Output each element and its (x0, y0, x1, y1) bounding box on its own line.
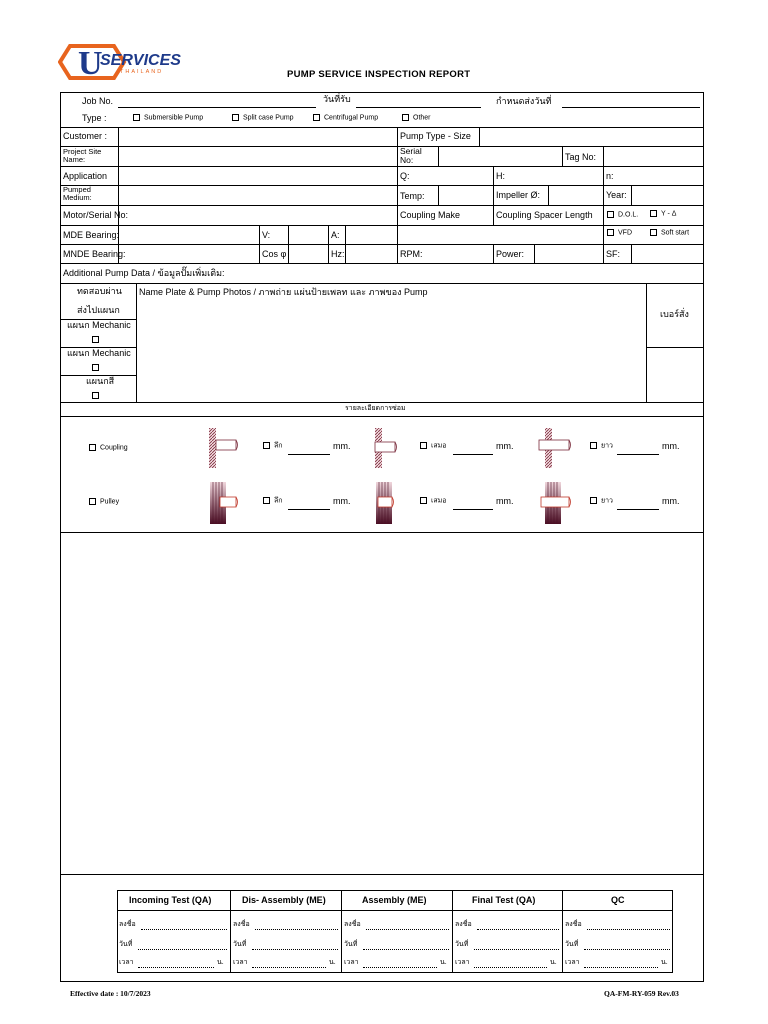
grid-line (646, 347, 704, 348)
logo-letter: U (78, 45, 103, 82)
received-date-label: วันที่รับ (323, 94, 351, 104)
grid-line (562, 146, 563, 166)
grid-line (631, 185, 632, 205)
time-unit: น. (329, 959, 336, 966)
date-label: วันที่ (119, 941, 133, 948)
effective-date: Effective date : 10/7/2023 (70, 989, 151, 998)
pulley-long-diagram (537, 480, 577, 531)
time-unit: น. (217, 959, 224, 966)
grid-line (493, 205, 494, 225)
coupling-deep-value[interactable] (288, 454, 330, 455)
sign-field[interactable] (587, 929, 670, 930)
unit-mm: mm. (333, 496, 351, 506)
received-date-field[interactable] (356, 107, 481, 108)
grid-line (60, 166, 704, 167)
motor-serial-label: Motor/Serial No: (63, 210, 129, 220)
grid-line (136, 283, 137, 402)
grid-line (60, 185, 704, 186)
photo-caption: Name Plate & Pump Photos / ภาพถ่าย แผ่นป้ายเพลท และ ภาพของ Pump (139, 287, 428, 297)
time-label: เวลา (344, 959, 359, 966)
checkbox-icon[interactable] (420, 442, 427, 449)
grid-line (603, 146, 604, 263)
pulley-flush-diagram (372, 480, 408, 531)
col-final-test: Final Test (QA) (472, 895, 536, 905)
grid-line (452, 890, 453, 973)
dept-mechanic-1: แผนก Mechanic (67, 320, 131, 330)
time-field[interactable] (474, 967, 547, 968)
checkbox-icon[interactable] (89, 444, 96, 451)
checkbox-icon[interactable] (650, 210, 657, 217)
time-label: เวลา (455, 959, 470, 966)
pulley-long-option[interactable]: ยาว (590, 497, 613, 505)
date-field[interactable] (584, 949, 670, 950)
checkbox-icon[interactable] (232, 114, 239, 121)
col-dis-assembly: Dis- Assembly (ME) (242, 895, 326, 905)
time-field[interactable] (252, 967, 326, 968)
serial-no-label: Serial No: (400, 146, 422, 165)
job-no-field[interactable] (118, 107, 316, 108)
grid-line (341, 890, 342, 973)
pulley-flush-option[interactable]: เสมอ (420, 497, 446, 505)
checkbox-icon[interactable] (402, 114, 409, 121)
power-label: Power: (496, 249, 525, 259)
time-unit: น. (550, 959, 557, 966)
grid-line (60, 225, 704, 226)
grid-line (548, 185, 549, 205)
soft-start-option[interactable]: Soft start (650, 229, 689, 237)
coupling-make-label: Coupling Make (400, 210, 461, 220)
date-field[interactable] (474, 949, 559, 950)
drawing-no-label: เบอร์สั่ง (660, 309, 689, 319)
rpm-label: RPM: (400, 249, 423, 259)
time-unit: น. (440, 959, 447, 966)
sign-field[interactable] (366, 929, 449, 930)
type-label: Type : (82, 113, 107, 123)
company-logo (58, 40, 198, 86)
cos-label: Cos φ (262, 249, 287, 259)
type-split-case[interactable]: Split case Pump (232, 114, 294, 122)
coupling-spacer-label: Coupling Spacer Length (496, 210, 593, 220)
coupling-long-option[interactable]: ยาว (590, 442, 613, 450)
v-label: V: (262, 230, 271, 240)
dept-paint: แผนกสี (86, 376, 115, 386)
time-label: เวลา (233, 959, 248, 966)
grid-line (345, 225, 346, 263)
type-submersible[interactable]: Submersible Pump (133, 114, 203, 122)
vfd-option[interactable]: VFD (607, 229, 632, 237)
coupling-flush-option[interactable]: เสมอ (420, 442, 446, 450)
sign-label: ลงชื่อ (344, 921, 361, 928)
grid-line (493, 244, 494, 263)
n-label: n: (606, 171, 614, 181)
grid-line (118, 127, 119, 263)
checkbox-icon[interactable] (133, 114, 140, 121)
grid-line (438, 185, 439, 205)
type-centrifugal[interactable]: Centrifugal Pump (313, 114, 378, 122)
coupling-long-diagram (537, 426, 577, 475)
sf-label: SF: (606, 249, 621, 259)
document-number: QA-FM-RY-059 Rev.03 (604, 989, 679, 998)
coupling-option[interactable]: Coupling (89, 444, 128, 452)
date-label: วันที่ (344, 941, 358, 948)
additional-data-label: Additional Pump Data / ข้อมูลปั๊มเพิ่มเติม: (63, 268, 225, 278)
grid-line (631, 244, 632, 263)
pumped-medium-label: Pumped Medium: (63, 185, 92, 202)
grid-line (562, 890, 563, 973)
tag-no-label: Tag No: (565, 152, 597, 162)
unit-mm: mm. (333, 441, 351, 451)
checkbox-icon[interactable] (607, 229, 614, 236)
pulley-option[interactable]: Pulley (89, 498, 119, 506)
date-label: วันที่ (455, 941, 469, 948)
pulley-deep-diagram (206, 480, 242, 531)
time-field[interactable] (138, 967, 214, 968)
h-label: H: (496, 171, 505, 181)
checkbox-icon[interactable] (420, 497, 427, 504)
checkbox-icon[interactable] (89, 498, 96, 505)
coupling-flush-diagram (372, 426, 406, 475)
dept-mechanic-2-checkbox[interactable] (92, 364, 99, 371)
time-label: เวลา (119, 959, 134, 966)
grid-line (60, 146, 704, 147)
impeller-label: Impeller Ø: (496, 190, 541, 200)
dept-mechanic-1-checkbox[interactable] (92, 336, 99, 343)
col-assembly: Assembly (ME) (362, 895, 427, 905)
dol-option[interactable]: D.O.L. (607, 211, 638, 219)
repair-header: รายละเอียดการซ่อม (345, 405, 406, 412)
dept-paint-checkbox[interactable] (92, 392, 99, 399)
grid-line (60, 244, 704, 245)
time-label: เวลา (565, 959, 580, 966)
checkbox-icon[interactable] (263, 442, 270, 449)
dept-mechanic-2: แผนก Mechanic (67, 348, 131, 358)
application-label: Application (63, 171, 108, 181)
temp-label: Temp: (400, 191, 425, 201)
mnde-bearing-label: MNDE Bearing: (63, 249, 126, 259)
unit-mm: mm. (662, 496, 680, 506)
due-date-field[interactable] (562, 107, 700, 108)
grid-line (60, 205, 704, 206)
pulley-deep-value[interactable] (288, 509, 330, 510)
coupling-deep-diagram (206, 426, 240, 475)
grid-line (60, 416, 704, 417)
grid-line (60, 402, 704, 403)
pump-type-size-label: Pump Type - Size (400, 131, 471, 141)
repair-notes-area[interactable] (61, 533, 703, 873)
col-incoming-test: Incoming Test (QA) (129, 895, 212, 905)
sign-label: ลงชื่อ (565, 921, 582, 928)
customer-label: Customer : (63, 131, 108, 141)
grid-line (534, 244, 535, 263)
pass-label-1: ทดสอบผ่าน (77, 286, 122, 296)
unit-mm: mm. (496, 441, 514, 451)
pulley-long-value[interactable] (617, 509, 659, 510)
logo-tagline: THAILAND (120, 69, 164, 75)
grid-line (259, 225, 260, 263)
date-field[interactable] (363, 949, 449, 950)
grid-line (646, 283, 647, 402)
grid-line (288, 225, 289, 263)
grid-line (60, 127, 704, 128)
report-title: PUMP SERVICE INSPECTION REPORT (287, 69, 471, 80)
sign-label: ลงชื่อ (119, 921, 136, 928)
grid-line (479, 127, 480, 146)
type-other[interactable]: Other (402, 114, 431, 122)
y-delta-option[interactable]: Y - Δ (650, 210, 676, 218)
year-label: Year: (606, 190, 627, 200)
checkbox-icon[interactable] (590, 442, 597, 449)
checkbox-icon[interactable] (263, 497, 270, 504)
unit-mm: mm. (496, 496, 514, 506)
coupling-long-value[interactable] (617, 454, 659, 455)
coupling-flush-value[interactable] (453, 454, 493, 455)
sign-label: ลงชื่อ (455, 921, 472, 928)
grid-line (438, 146, 439, 166)
checkbox-icon[interactable] (590, 497, 597, 504)
date-field[interactable] (252, 949, 338, 950)
time-field[interactable] (584, 967, 658, 968)
grid-line (60, 263, 704, 264)
pulley-flush-value[interactable] (453, 509, 493, 510)
checkbox-icon[interactable] (607, 211, 614, 218)
q-label: Q: (400, 171, 410, 181)
checkbox-icon[interactable] (313, 114, 320, 121)
due-date-label: กำหนดส่งวันที่ (496, 96, 552, 106)
date-field[interactable] (138, 949, 227, 950)
job-no-label: Job No. (82, 96, 114, 106)
hz-label: Hz: (331, 249, 345, 259)
sign-label: ลงชื่อ (233, 921, 250, 928)
date-label: วันที่ (565, 941, 579, 948)
logo-brand: SERVICES (100, 52, 181, 69)
coupling-deep-option[interactable]: ลึก (263, 442, 283, 450)
grid-line (60, 874, 704, 875)
date-label: วันที่ (233, 941, 247, 948)
sign-field[interactable] (141, 929, 227, 930)
grid-line (397, 127, 398, 263)
checkbox-icon[interactable] (650, 229, 657, 236)
pulley-deep-option[interactable]: ลึก (263, 497, 283, 505)
sign-field[interactable] (477, 929, 559, 930)
a-label: A: (331, 230, 340, 240)
grid-line (230, 890, 231, 973)
mde-bearing-label: MDE Bearing: (63, 230, 120, 240)
pass-label-2: ส่งไปแผนก (77, 305, 120, 315)
unit-mm: mm. (662, 441, 680, 451)
project-site-label: Project Site Name: (63, 147, 102, 164)
col-qc: QC (611, 895, 625, 905)
sign-field[interactable] (255, 929, 338, 930)
grid-line (60, 283, 704, 284)
grid-line (117, 910, 673, 911)
time-field[interactable] (363, 967, 437, 968)
grid-line (328, 225, 329, 263)
time-unit: น. (661, 959, 668, 966)
grid-line (493, 166, 494, 205)
